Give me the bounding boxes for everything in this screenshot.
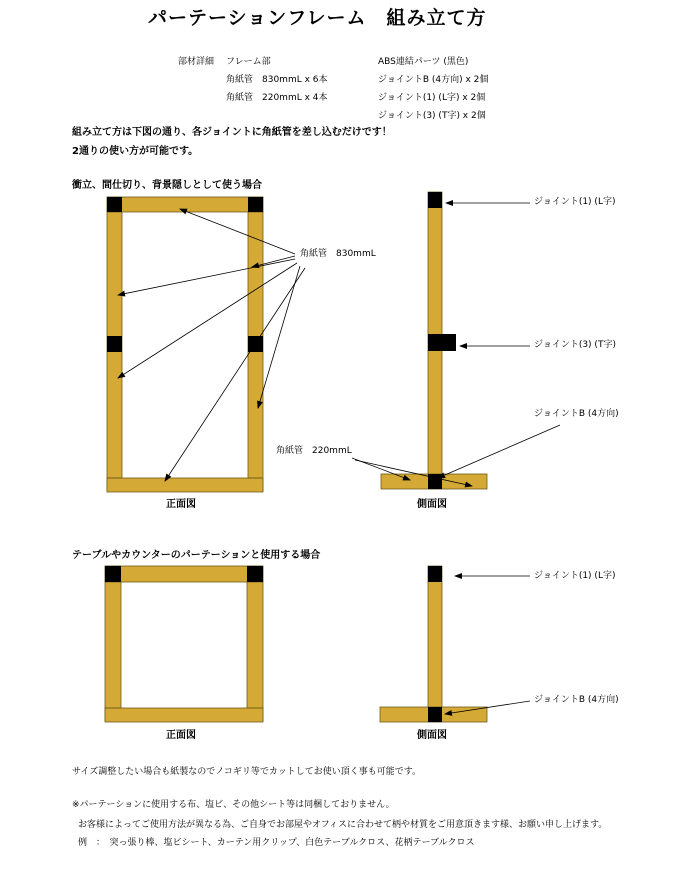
parts-heading: 部材詳細 [178,57,215,67]
abs-item: ジョイント(3) (T字) x 2個 [378,111,486,121]
joint-l-icon [428,192,442,208]
intro-line: 2通りの使い方が可能です。 [72,146,199,157]
label-joint-t: ジョイント(3) (T字) [534,340,616,350]
size-note: サイズ調整したい場合も紙製なのでノコギリ等でカットしてお使い頂く事も可能です。 [72,767,422,777]
side-view-1 [381,192,487,489]
abs-item: ジョイントB (4方向) x 2個 [378,75,489,85]
pipe-830-bottom [107,478,263,492]
label-joint-l: ジョイント(1) (L字) [534,197,616,207]
label-joint-b: ジョイントB (4方向) [534,695,619,705]
pipe-vertical-left [105,566,121,721]
joint-t-icon [428,334,456,351]
front-view-1 [107,197,263,492]
side-view-2 [380,566,487,722]
arrows-side-2 [445,576,530,714]
notice: ※パーテーションに使用する布、塩ビ、その他シート等は同梱しておりません。 [72,800,395,810]
joint-b-icon [428,707,442,722]
joint-l-icon [247,566,263,582]
pipe-bottom [105,708,263,722]
frame-item: 角紙管 220mmL x 4本 [226,93,328,103]
frame-item: 角紙管 830mmL x 6本 [226,75,328,85]
page-title: パーテーションフレーム 組み立て方 [148,7,487,29]
side-view-caption: 側面図 [417,499,447,510]
section1-heading: 衝立、間仕切り、背景隠しとして使う場合 [72,180,262,191]
front-view-caption: 正面図 [166,499,196,510]
label-220: 角紙管 220mmL [276,446,352,456]
pipe-top [105,566,263,582]
front-view-2 [105,566,263,722]
frame-label: フレーム部 [226,57,271,67]
joint-t-icon [107,336,122,352]
front-view-caption: 正面図 [166,730,196,741]
example-note: 例 ： 突っ張り棒、塩ビシート、カーテン用クリップ、白色テーブルクロス、花柄テーブルクロス [78,838,475,848]
label-joint-l: ジョイント(1) (L字) [534,571,616,581]
pipe-vertical-right [247,566,263,721]
pipe-830-top [107,197,263,212]
abs-item: ジョイント(1) (L字) x 2個 [378,93,486,103]
joint-l-icon [107,197,122,212]
joint-l-icon [428,566,442,582]
abs-label: ABS連結パーツ (黒色) [378,57,469,67]
label-joint-b: ジョイントB (4方向) [534,409,619,419]
label-830: 角紙管 830mmL [300,249,376,259]
pipe-vertical [428,566,442,722]
joint-b-icon [428,474,442,489]
usage-note: お客様によってご使用方法が異なる為、ご自身でお部屋やオフィスに合わせて柄や材質をご用意頂きます様、お願い申し上げます。 [78,820,608,830]
arrows-830 [118,209,305,481]
intro-line: 組み立て方は下図の通り、各ジョイントに角紙管を差し込むだけです！ [72,127,392,138]
side-view-caption: 側面図 [417,730,447,741]
joint-l-icon [248,197,263,212]
joint-l-icon [105,566,121,582]
section2-heading: テーブルやカウンターのパーテーションと使用する場合 [72,550,321,561]
